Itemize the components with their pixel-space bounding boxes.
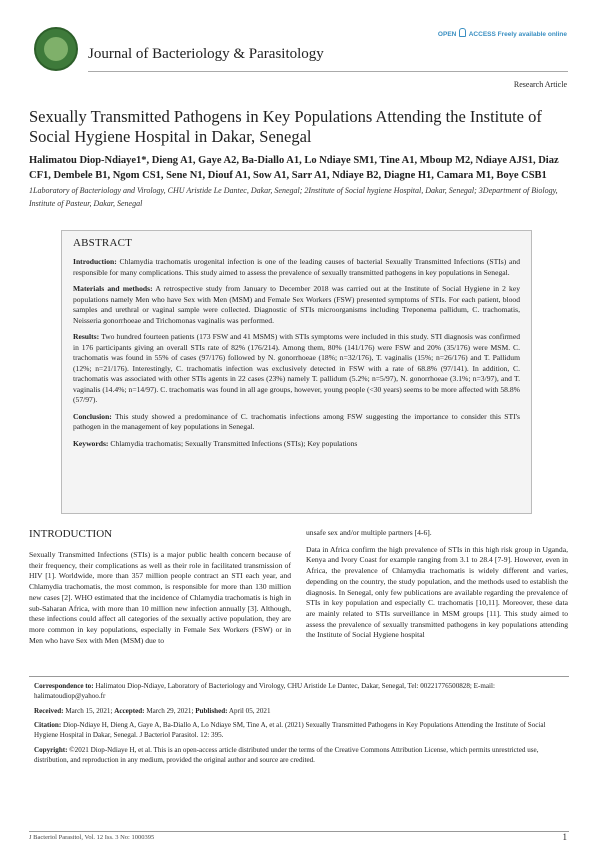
intro-paragraph-1-cont: unsafe sex and/or multiple partners [4-6]. [306, 528, 432, 537]
open-access-lock-icon [459, 28, 466, 37]
abstract-box [61, 230, 532, 514]
footer-citation: J Bacteriol Parasitol, Vol. 12 Iss. 3 No: 1000395 [29, 834, 155, 841]
affiliations: 1Laboratory of Bacteriology and Virology, CHU Aristide Le Dantec, Dakar, Senegal; 2Institute of Social hygiene Hospital, Dakar, Senegal; 3Department of Biology, Institute of Pasteur, Dakar, Senegal [29, 186, 558, 208]
correspondence: Correspondence to: Halimatou Diop-Ndiaye, Laboratory of Bacteriology and Virology, CHU Aristide Le Dantec, Dakar, Senegal, Tel: 00221776500828; E-mail: halimatoudiop@yahoo.fr [34, 682, 495, 700]
access-label: ACCESS Freely available online [468, 31, 567, 38]
citation: Citation: Diop-Ndiaye H, Dieng A, Gaye A, Ba-Diallo A, Lo Ndiaye SM, Tine A, et al. (2021) Sexually Transmitted Pathogens in Key Populations Attending the Institute of Social Hygiene Hospital in Dakar, Senegal. J Bacteriol Parasitol. 12: 395. [34, 721, 546, 740]
abstract-results: Results: Two hundred fourteen patients (173 FSW and 41 MSMS) with STIs symptoms were included in this study. STI diagnosis was confirmed in 176 participants giving an overall STIs rate of 82% (176/214). Among them, 80% (141/176) were FSW and 20% (35/176) were MSM. C. trachomatis was found in 55% of cases (97/176) followed by N. gonorrhoeae (18%; n=32/176), T. vaginalis (15%; n=26/176) and T. Pallidum (12%; n=21/176). Interestingly, C. trachomatis infection was exclusively detected in FSW with a rate of 68.8% (97/141). In addition, C. trachomatis was associated with other STIs agents in 22 cases (23%) namely T. pallidum (5.2%; n=5/97), N. gonorrhoeae (3.1%; n=3/97), and T. vaginalis (14.4%; n=14/97). C. trachomatis was found in all age groups, however, young people (<30 years) seems to be more affected with 58.8% (57/97). [73, 332, 520, 404]
abstract-methods: Materials and methods: A retrospective study from January to December 2018 was carried out at the Institute of Social Hygiene in 2 key populations namely Men who have Sex with Men (MSM) and Female Sex Workers (FSW) presented symptoms of STIs. For each patient, blood samples and urethral or vaginal sample were collected. Diagnostic of STIs microorganisms including Treponema pallidum, C. trachomatis, Neisseria gonorrhoeae and Trichomonas vaginalis was performed. [73, 284, 520, 325]
intro-paragraph-1: Sexually Transmitted Infections (STIs) is a major public health concern because of their frequency, their complications as well as their role in facilitated transmission of HIV [1]. Worldwide, more than 357 million people contract an STI each year, and Chlamydia trachomatis, the most common, is responsible for more than 130 million new cases [2]. WHO estimated that the incidence of Chlamydia trachomatis is high in sub-Saharan Africa, with more than 10 million new infection annually [3]. Although, these infections could affect all categories of the sexually active population, they are more common in key populations, especially in Female Sex Workers (FSW) or in Men who have Sex with Men (MSM) due to [29, 550, 291, 645]
copyright: Copyright: ©2021 Diop-Ndiaye H, et al. This is an open-access article distributed under the terms of the Creative Commons Attribution License, which permits unrestricted use, distribution, and reproduction in any medium, provided the original author and source are credited. [34, 745, 539, 764]
author-list: Halimatou Diop-Ndiaye1*, Dieng A1, Gaye A2, Ba-Diallo A1, Lo Ndiaye SM1, Tine A1, Mboup M2, Ndiaye AJS1, Diaz CF1, Dembele B1, Ngom CS1, Sene N1, Diouf A1, Sow A1, Sarr A1, Ndiaye B2, Diagne H1, Camara M1, Boye CSB1 [29, 155, 559, 181]
open-access-badge [438, 28, 567, 38]
page-number: 1 [562, 832, 567, 842]
open-label: OPEN [437, 31, 457, 38]
introduction-heading: INTRODUCTION [29, 528, 113, 540]
journal-logo [34, 27, 78, 71]
correspondence-block [34, 682, 564, 771]
paper-title: Sexually Transmitted Pathogens in Key Populations Attending the Institute of Social Hygiene Hospital in Dakar, Senegal [29, 107, 542, 146]
abstract-conclusion: Conclusion: This study showed a predominance of C. trachomatis infections among FSW suggesting the importance to consider this STI's pathogen in the management of key populations in Senegal. [73, 411, 520, 431]
abstract-heading: ABSTRACT [73, 237, 133, 249]
intro-paragraph-2: Data in Africa confirm the high prevalence of STIs in this high risk group in Uganda, Kenya and Ivory Coast for example ranging from 3.1 to 28.4 [7-9]. However, even in Africa, the prevalence of Chlamydia trachomatis is widely different and varies, depending on the country, the study population, and the methods used to establish the diagnosis. In Senegal, only few publications are available regarding the prevalence of STIs in key population and especially C. trachomatis [10,11]. Moreover, these data are mainly related to STIs surveillance in MSM groups [11]. This study aimed to assess the prevalence of sexually transmitted pathogens in key populations attending the Institute of Social Hygiene hospital [306, 544, 568, 640]
dates: Received: March 15, 2021; Accepted: March 29, 2021; Published: April 05, 2021 [34, 706, 271, 715]
introduction-column-1 [29, 550, 291, 652]
journal-name: Journal of Bacteriology & Parasitology [88, 46, 324, 62]
article-type: Research Article [513, 80, 567, 89]
introduction-column-2 [306, 528, 568, 647]
footnote-divider [29, 676, 569, 677]
abstract-introduction: Introduction: Chlamydia trachomatis urogenital infection is one of the leading causes of bacterial Sexually Transmitted Infections (STIs) and responsible for many complications. This study aimed to assess the prevalence of sexually transmitted pathogens in key populations in Senegal. [73, 257, 520, 277]
footer-divider [29, 831, 569, 832]
header-divider [88, 71, 568, 72]
abstract-keywords: Keywords: Chlamydia trachomatis; Sexually Transmitted Infections (STIs); Key populations [73, 438, 358, 448]
